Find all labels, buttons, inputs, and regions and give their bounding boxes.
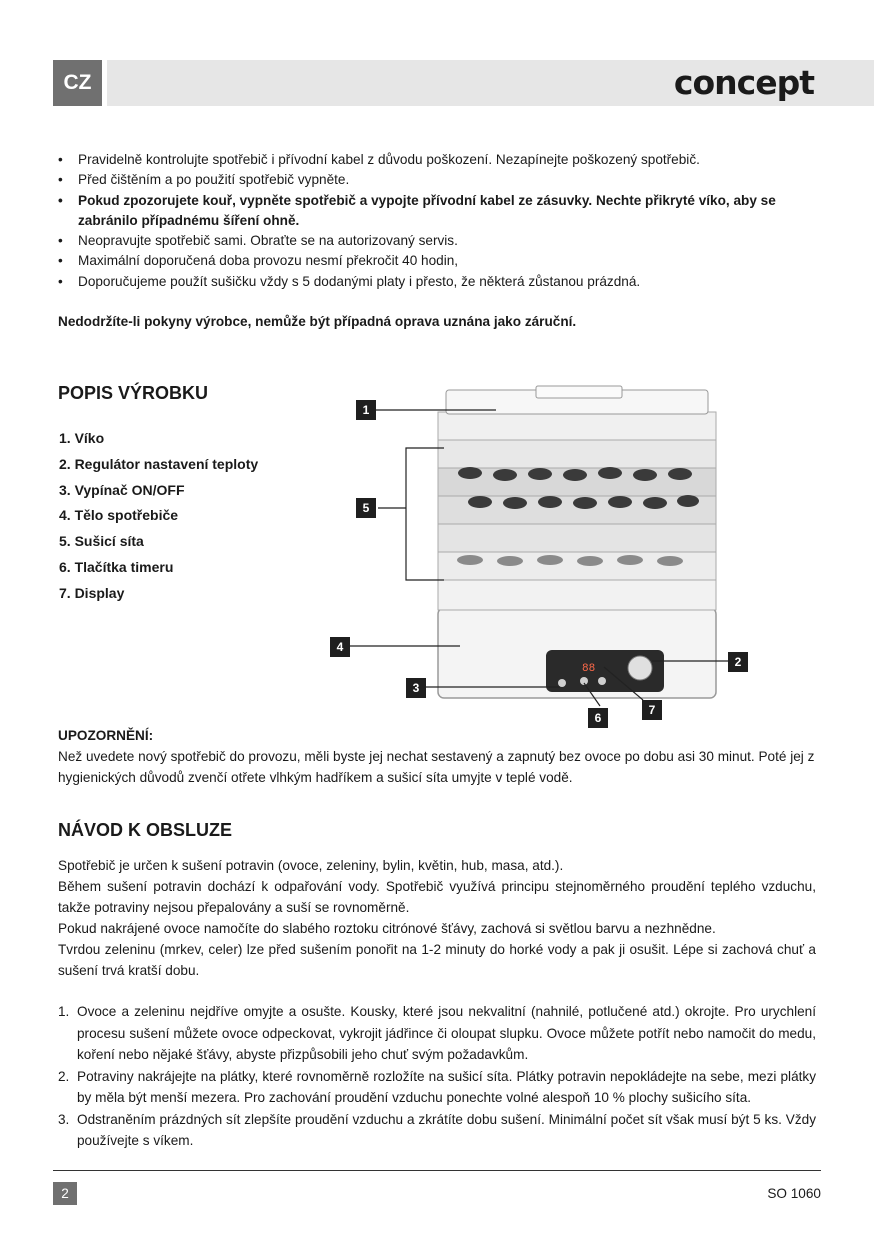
callout-4: 4 — [336, 640, 344, 654]
safety-list — [58, 150, 818, 292]
part-item: 4. Tělo spotřebiče — [59, 507, 179, 524]
callout-2: 2 — [734, 655, 742, 669]
callout-1: 1 — [362, 403, 370, 417]
list-item: • Doporučujeme použít sušičku vždy s 5 dodanými platy i přesto, že některá zůstanou prázdná. — [58, 272, 818, 292]
power-switch — [558, 679, 566, 687]
footer-divider — [53, 1170, 821, 1171]
list-item: • Neopravujte spotřebič sami. Obraťte se na autorizovaný servis. — [58, 231, 818, 251]
warning-text: Než uvedete nový spotřebič do provozu, měli byste jej nechat sestavený a zapnutý bez ovoce po dobu asi 30 minut. Poté jej z hygienických důvodů zvenčí otřete vlhkým hadříkem a sušicí síta umyjte v teplé vodě. — [58, 749, 815, 785]
part-item: 3. Vypínač ON/OFF — [59, 481, 185, 498]
step-text: Ovoce a zeleninu nejdříve omyjte a osušte. Kousky, které jsou nekvalitní (nahnilé, potlučené atd.) okrojte. Pro urychlení procesu sušení můžete ovoce odpeckovat, vykrojit jádřince či oloupat slupku. Ovoce můžete potřít nebo namočit do medu, koření nebo nějaké šťávy, abyste přizpůsobili jeho chuť svým požadavkům. — [77, 1004, 816, 1062]
paragraph: Tvrdou zeleninu (mrkev, celer) lze před sušením ponořit na 1-2 minuty do horké vody a pak ji osušit. Lépe si zachová chuť a sušení trvá kratší dobu. — [58, 942, 816, 978]
product-illustration — [320, 378, 760, 730]
section-title-description: POPIS VÝROBKU — [58, 383, 209, 403]
paragraph: Spotřebič je určen k sušení potravin (ovoce, zeleniny, bylin, květin, hub, masa, atd.). — [58, 858, 564, 873]
part-item: 5. Sušicí síta — [59, 533, 144, 550]
list-item: • Maximální doporučená doba provozu nesmí překročit 40 hodin, — [58, 251, 818, 271]
step-number: 1. — [58, 1004, 70, 1019]
parts-list — [59, 430, 258, 611]
step-item — [58, 1109, 816, 1152]
display: 88 — [582, 663, 596, 675]
temperature-knob — [628, 656, 652, 680]
lid-handle — [536, 386, 622, 398]
list-item: • Před čištěním a po použití spotřebič vypněte. — [58, 170, 818, 190]
paragraph: Během sušení potravin dochází k odpařování vody. Spotřebič využívá principu stejnoměrného proudění teplého vzduchu, takže potraviny nejsou přepalovány a suší se rovnoměrně. — [58, 879, 816, 915]
part-item: 6. Tlačítka timeru — [59, 558, 174, 575]
list-item: • Pokud zpozorujete kouř, vypněte spotřebič a vypojte přívodní kabel ze zásuvky. Nechte přikryté víko, aby se zabránilo případnému šíření ohně. — [58, 191, 818, 232]
manual-intro — [58, 855, 816, 981]
step-number: 3. — [58, 1111, 70, 1127]
callout-5: 5 — [362, 501, 370, 515]
list-item: • Pravidelně kontrolujte spotřebič i přívodní kabel z důvodu poškození. Nezapínejte poškozený spotřebič. — [58, 150, 818, 170]
brand-logo: concept — [673, 63, 814, 102]
step-item — [58, 1066, 816, 1109]
step-number: 2. — [58, 1068, 70, 1084]
callout-7: 7 — [648, 703, 656, 717]
part-item: 2. Regulátor nastavení teploty — [59, 455, 259, 472]
callout-3: 3 — [412, 681, 420, 695]
part-item: 7. Display — [59, 584, 125, 601]
drying-trays — [438, 412, 716, 610]
language-badge: CZ — [53, 60, 102, 106]
step-item — [58, 1001, 816, 1066]
section-title-manual: NÁVOD K OBSLUZE — [58, 820, 233, 840]
model-number: SO 1060 — [767, 1186, 821, 1201]
page-number: 2 — [53, 1182, 77, 1205]
paragraph: Pokud nakrájené ovoce namočíte do slabého roztoku citrónové šťávy, zachová si světlou barvu a nezhnědne. — [58, 921, 716, 936]
step-text: Potraviny nakrájejte na plátky, které rovnoměrně rozložíte na sušicí síta. Plátky potravin nepokládejte na sebe, mezi plátky by měla být menší mezera. Pro zachování proudění vzduchu ponechte volné alespoň 10 % plochy sušicího síta. — [77, 1068, 816, 1105]
step-text: Odstraněním prázdných sít zlepšíte proudění vzduchu a zkrátíte dobu sušení. Minimální počet sít však musí být 5 ks. Vždy používejte s víkem. — [77, 1111, 816, 1148]
steps-list — [58, 1001, 816, 1152]
callout-6: 6 — [594, 711, 602, 725]
warranty-note: Nedodržíte-li pokyny výrobce, nemůže být případná oprava uznána jako záruční. — [58, 314, 577, 329]
timer-button — [598, 677, 606, 685]
warning-title: UPOZORNĚNÍ: — [58, 728, 154, 743]
part-item: 1. Víko — [59, 430, 105, 446]
